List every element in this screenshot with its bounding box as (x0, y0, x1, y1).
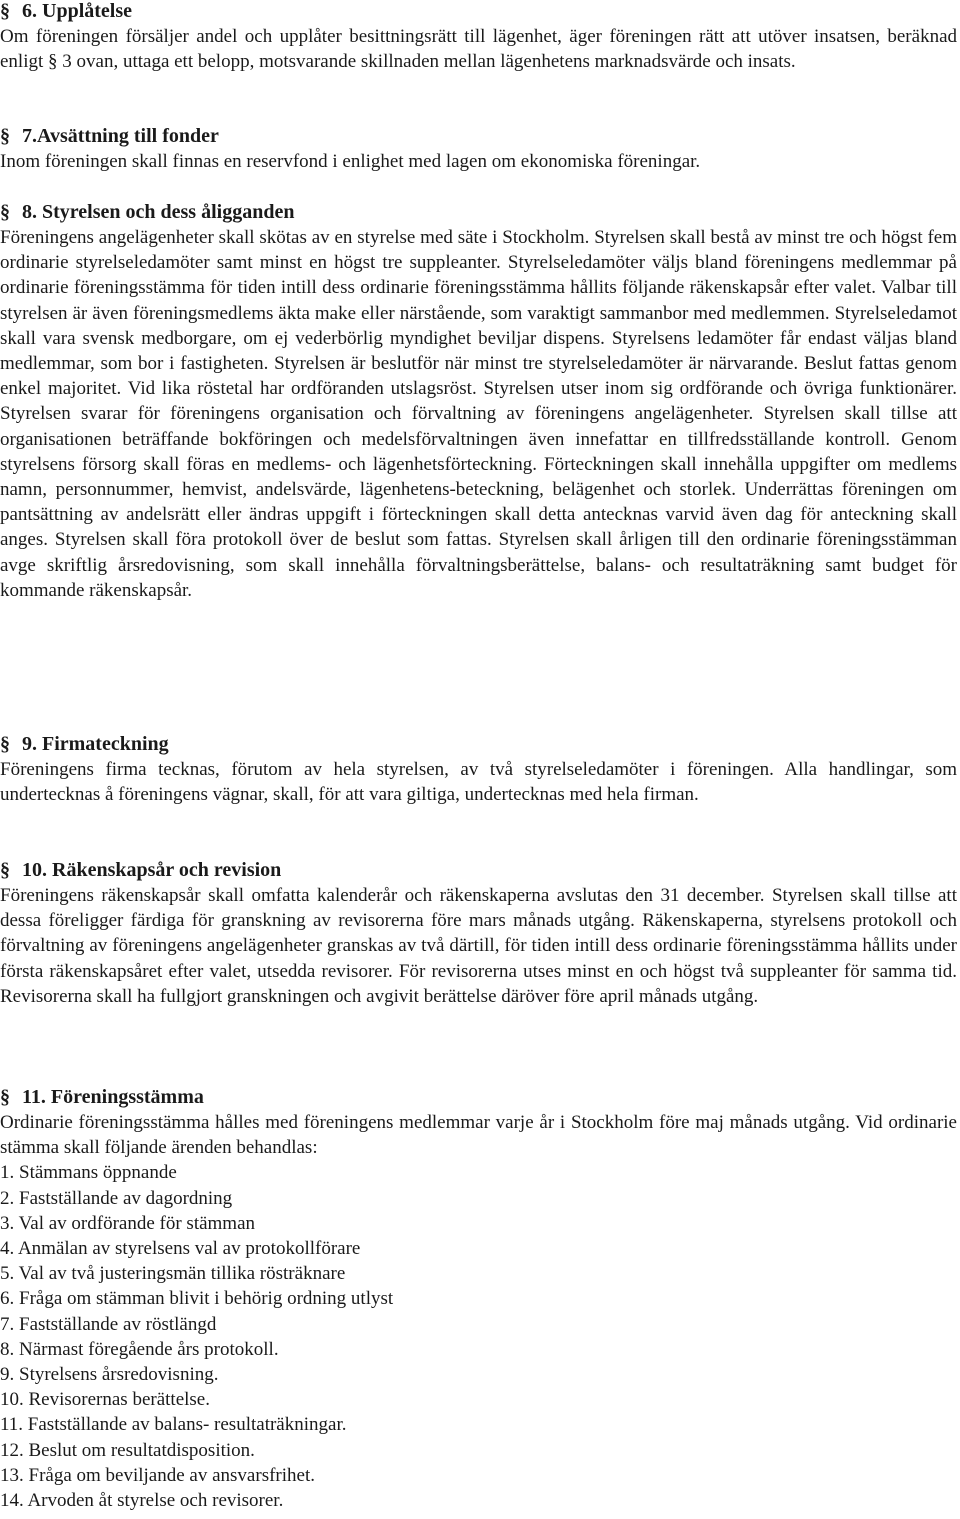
section-number: 8. (22, 201, 37, 223)
section-heading (0, 200, 957, 225)
section-heading (0, 0, 957, 24)
section-heading (0, 858, 957, 883)
agenda-item: 11. Fastställande av balans- resultaträkningar. (0, 1414, 347, 1436)
section-body: Ordinarie föreningsstämma hålles med föreningens medlemmar varje år i Stockholm före maj månads utgång. Vid ordinarie stämma skall följande ärenden behandlas: (0, 1112, 957, 1159)
section-number: 7. (22, 125, 37, 147)
agenda-item: 5. Val av två justeringsmän tillika rösträknare (0, 1263, 346, 1285)
section-title: Upplåtelse (42, 0, 132, 22)
section-number: 10. (22, 859, 47, 881)
section-title: Räkenskapsår och revision (52, 859, 282, 881)
agenda-item: 14. Arvoden åt styrelse och revisorer. (0, 1490, 284, 1512)
agenda-item: 6. Fråga om stämman blivit i behörig ordning utlyst (0, 1288, 394, 1310)
agenda-item: 8. Närmast föregående års protokoll. (0, 1338, 279, 1360)
section-body: Föreningens firma tecknas, förutom av hela styrelsen, av två styrelseledamöter i föreningen. Alla handlingar, som undertecknas å föreningens vägnar, skall, för att vara giltiga, undertecknas med hela firman. (0, 759, 957, 806)
section-10 (0, 858, 957, 1009)
section-title: Föreningsstämma (50, 1086, 204, 1108)
agenda-item: 12. Beslut om resultatdisposition. (0, 1439, 255, 1461)
section-8 (0, 200, 957, 603)
agenda-item: 9. Styrelsens årsredovisning. (0, 1364, 219, 1386)
section-body: Föreningens angelägenheter skall skötas av en styrelse med säte i Stockholm. Styrelsen skall bestå av minst tre och högst fem ordinarie styrelseledamöter samt minst en högst tre suppleanter. Styrelseledamöter väljs bland föreningens medlemmar på ordinarie föreningsstämma för tiden intill dess ordinarie föreningsstämma hållits följande räkenskapsår efter valet. Valbar till styrelsen är även föreningsmedlems äkta make eller närstående, som varaktigt sammanbor med medlemmen. Styrelseledamot skall vara svensk medborgare, om ej vederbörlig myndighet beviljar dispens. Styrelsens ledamöter får endast väljas bland medlemmar, som bor i fastigheten. Styrelsen är beslutför när minst tre styrelseledamöter är närvarande. Beslut fattas genom enkel majoritet. Vid lika röstetal har ordföranden utslagsröst. Styrelsen utser inom sig ordförande och övriga funktionärer. Styrelsen svarar för föreningens organisation och förvaltning av föreningens angelägenheter. Styrelsen skall tillse att organisationen beträffande bokföringen och medelsförvaltningen även innefattar en tillfredsställande kontroll. Genom styrelsens försorg skall föras en medlems- och lägenhetsförteckning. Förteckningen skall innehålla uppgifter om medlems namn, personnummer, hemvist, andelsvärde, lägenhetens-beteckning, belägenhet och storlek. Underrättas föreningen om pantsättning av andelsrätt eller ändras uppgift i förteckningen skall detta antecknas varvid även dag för anteckning skall anges. Styrelsen skall föra protokoll över de beslut som fattas. Styrelsen skall årligen till den ordinarie föreningsstämman avge skriftlig årsredovisning, som skall innehålla förvaltningsberättelse, balans- och resultaträkning samt budget för kommande räkenskapsår. (0, 227, 957, 601)
agenda-item: 7. Fastställande av röstlängd (0, 1313, 217, 1335)
agenda-item: 4. Anmälan av styrelsens val av protokollförare (0, 1238, 361, 1260)
section-sign: § (0, 0, 10, 22)
section-sign: § (0, 1086, 10, 1108)
section-heading (0, 732, 957, 757)
agenda-list (0, 1160, 957, 1513)
section-title: Styrelsen och dess åligganden (42, 201, 295, 223)
section-heading (0, 1085, 957, 1110)
section-6 (0, 0, 957, 74)
section-9 (0, 732, 957, 807)
section-sign: § (0, 201, 10, 223)
section-body: Om föreningen försäljer andel och upplåter besittningsrätt till lägenhet, äger föreningen rätt att utöver insatsen, beräknad enligt § 3 ovan, uttaga ett belopp, motsvarande skillnaden mellan lägenhetens marknadsvärde och insats. (0, 26, 957, 73)
agenda-item: 10. Revisorernas berättelse. (0, 1389, 210, 1411)
section-sign: § (0, 733, 10, 755)
section-11 (0, 1085, 957, 1513)
section-number: 9. (22, 733, 37, 755)
section-sign: § (0, 859, 10, 881)
section-number: 6. (22, 0, 37, 22)
section-number: 11. (22, 1086, 46, 1108)
section-title: Firmateckning (42, 733, 169, 755)
agenda-item: 1. Stämmans öppnande (0, 1162, 177, 1184)
section-7 (0, 124, 957, 174)
agenda-item: 3. Val av ordförande för stämman (0, 1212, 256, 1234)
section-heading (0, 124, 957, 149)
agenda-item: 13. Fråga om beviljande av ansvarsfrihet. (0, 1464, 315, 1486)
section-title: Avsättning till fonder (37, 125, 219, 147)
agenda-item: 2. Fastställande av dagordning (0, 1187, 233, 1209)
section-sign: § (0, 125, 10, 147)
section-body: Föreningens räkenskapsår skall omfatta kalenderår och räkenskaperna avslutas den 31 december. Styrelsen skall tillse att dessa föreligger färdiga för granskning av revisorerna före mars månads utgång. Räkenskaperna, styrelsens protokoll och förvaltning av föreningens angelägenheter granskas av två därtill, för tiden intill dess ordinarie föreningsstämma hållits under första räkenskapsåret efter valet, utsedda revisorer. För revisorerna utses minst en och högst två suppleanter för samma tid. Revisorerna skall ha fullgjort granskningen och avgivit berättelse däröver före april månads utgång. (0, 885, 957, 1007)
section-body: Inom föreningen skall finnas en reservfond i enlighet med lagen om ekonomiska föreningar. (0, 151, 701, 172)
